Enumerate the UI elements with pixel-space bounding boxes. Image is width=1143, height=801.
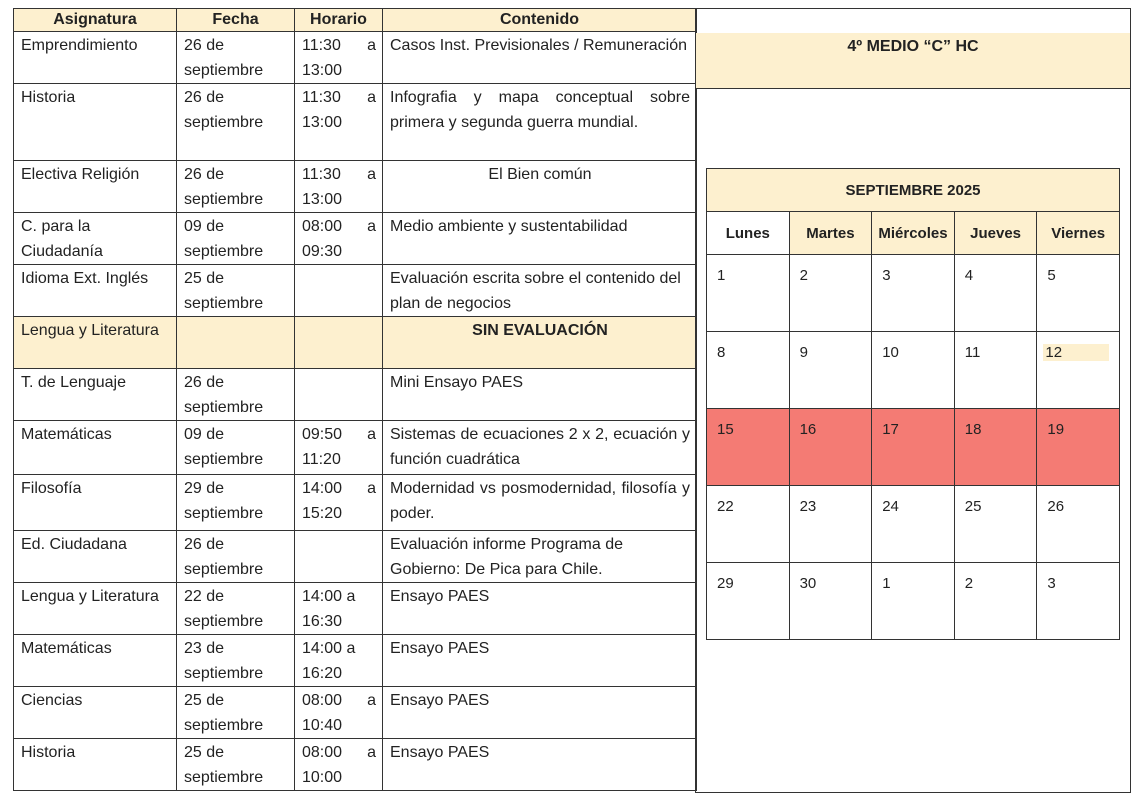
day-name: Viernes xyxy=(1037,212,1120,255)
cell-subject: Matemáticas xyxy=(14,421,177,475)
calendar-week-holiday xyxy=(707,409,1120,486)
day-name: Miércoles xyxy=(872,212,955,255)
calendar-day: 17 xyxy=(872,409,955,486)
cell-subject: Lengua y Literatura xyxy=(14,317,177,369)
table-row xyxy=(14,32,697,84)
cell-time: 14:00 a 16:30 xyxy=(295,583,383,635)
cell-date: 29 de septiembre xyxy=(177,475,295,531)
calendar-day: 2 xyxy=(789,255,872,332)
cell-content: Infografia y mapa conceptual sobre primera y segunda guerra mundial. xyxy=(383,84,697,161)
calendar-week xyxy=(707,486,1120,563)
cell-content: Casos Inst. Previsionales / Remuneración xyxy=(383,32,697,84)
course-title-band xyxy=(696,61,1130,89)
table-row xyxy=(14,583,697,635)
calendar-day: 4 xyxy=(954,255,1037,332)
calendar-day: 15 xyxy=(707,409,790,486)
cell-date: 26 de septiembre xyxy=(177,32,295,84)
table-row xyxy=(14,161,697,213)
cell-time: 11:30 a 13:00 xyxy=(295,161,383,213)
header-contenido: Contenido xyxy=(383,9,697,32)
header-horario: Horario xyxy=(295,9,383,32)
cell-subject: Historia xyxy=(14,739,177,791)
table-row xyxy=(14,421,697,475)
day-name: Jueves xyxy=(954,212,1037,255)
table-header-row xyxy=(14,9,697,32)
cell-time: 08:00 a 09:30 xyxy=(295,213,383,265)
cell-time: 09:50 a 11:20 xyxy=(295,421,383,475)
cell-subject: Electiva Religión xyxy=(14,161,177,213)
cell-content: El Bien común xyxy=(383,161,697,213)
table-row xyxy=(14,475,697,531)
day-name: Martes xyxy=(789,212,872,255)
calendar-day: 5 xyxy=(1037,255,1120,332)
calendar-day: 19 xyxy=(1037,409,1120,486)
table-row xyxy=(14,213,697,265)
calendar-day: 9 xyxy=(789,332,872,409)
cell-content: Medio ambiente y sustentabilidad xyxy=(383,213,697,265)
calendar-day: 10 xyxy=(872,332,955,409)
cell-subject: Ciencias xyxy=(14,687,177,739)
evaluations-table xyxy=(13,8,697,791)
cell-content: Sistemas de ecuaciones 2 x 2, ecuación y función cuadrática xyxy=(383,421,697,475)
day-name: Lunes xyxy=(707,212,790,255)
cell-content: Evaluación escrita sobre el contenido del plan de negocios xyxy=(383,265,697,317)
cell-content: Modernidad vs posmodernidad, filosofía y poder. xyxy=(383,475,697,531)
cell-date: 26 de septiembre xyxy=(177,161,295,213)
cell-time xyxy=(295,317,383,369)
cell-subject: Emprendimiento xyxy=(14,32,177,84)
table-row xyxy=(14,687,697,739)
cell-time xyxy=(295,265,383,317)
calendar-day: 29 xyxy=(707,563,790,640)
cell-subject: T. de Lenguaje xyxy=(14,369,177,421)
cell-subject: C. para la Ciudadanía xyxy=(14,213,177,265)
cell-date: 25 de septiembre xyxy=(177,739,295,791)
calendar-day: 22 xyxy=(707,486,790,563)
calendar-week xyxy=(707,563,1120,640)
calendar-day: 23 xyxy=(789,486,872,563)
cell-subject: Historia xyxy=(14,84,177,161)
cell-subject: Lengua y Literatura xyxy=(14,583,177,635)
cell-date: 09 de septiembre xyxy=(177,421,295,475)
cell-time: 11:30 a 13:00 xyxy=(295,32,383,84)
header-asignatura: Asignatura xyxy=(14,9,177,32)
calendar-day: 1 xyxy=(707,255,790,332)
cell-date xyxy=(177,317,295,369)
cell-subject: Ed. Ciudadana xyxy=(14,531,177,583)
course-title: 4º MEDIO “C” HC xyxy=(696,33,1130,62)
cell-subject: Matemáticas xyxy=(14,635,177,687)
cell-date: 26 de septiembre xyxy=(177,84,295,161)
calendar-month-title: SEPTIEMBRE 2025 xyxy=(707,169,1120,212)
calendar-day: 1 xyxy=(872,563,955,640)
cell-content: Evaluación informe Programa de Gobierno: De Pica para Chile. xyxy=(383,531,697,583)
calendar-day-names xyxy=(707,212,1120,255)
calendar-day: 30 xyxy=(789,563,872,640)
cell-time: 08:00 a 10:40 xyxy=(295,687,383,739)
cell-time: 14:00 a 15:20 xyxy=(295,475,383,531)
cell-date: 25 de septiembre xyxy=(177,687,295,739)
calendar-day: 3 xyxy=(872,255,955,332)
calendar-day: 2 xyxy=(954,563,1037,640)
cell-time: 08:00 a 10:00 xyxy=(295,739,383,791)
table-row xyxy=(14,739,697,791)
cell-date: 25 de septiembre xyxy=(177,265,295,317)
calendar-day: 8 xyxy=(707,332,790,409)
cell-date: 09 de septiembre xyxy=(177,213,295,265)
highlighted-day-number: 12 xyxy=(1043,344,1109,361)
cell-content: Mini Ensayo PAES xyxy=(383,369,697,421)
cell-subject: Idioma Ext. Inglés xyxy=(14,265,177,317)
cell-date: 22 de septiembre xyxy=(177,583,295,635)
table-row xyxy=(14,635,697,687)
calendar-day: 3 xyxy=(1037,563,1120,640)
calendar-week xyxy=(707,332,1120,409)
header-fecha: Fecha xyxy=(177,9,295,32)
cell-time: 11:30 a 13:00 xyxy=(295,84,383,161)
table-row xyxy=(14,369,697,421)
cell-date: 26 de septiembre xyxy=(177,369,295,421)
cell-time xyxy=(295,369,383,421)
cell-time xyxy=(295,531,383,583)
table-row xyxy=(14,317,697,369)
calendar-day: 25 xyxy=(954,486,1037,563)
cell-time: 14:00 a 16:20 xyxy=(295,635,383,687)
cell-subject: Filosofía xyxy=(14,475,177,531)
calendar-day: 24 xyxy=(872,486,955,563)
calendar-day: 26 xyxy=(1037,486,1120,563)
calendar-day: 18 xyxy=(954,409,1037,486)
cell-date: 26 de septiembre xyxy=(177,531,295,583)
cell-content: Ensayo PAES xyxy=(383,635,697,687)
table-row xyxy=(14,265,697,317)
cell-date: 23 de septiembre xyxy=(177,635,295,687)
cell-content: Ensayo PAES xyxy=(383,583,697,635)
calendar-day-highlighted xyxy=(1037,332,1120,409)
cell-content: Ensayo PAES xyxy=(383,739,697,791)
cell-content-no-evaluation: SIN EVALUACIÓN xyxy=(383,317,697,369)
cell-content: Ensayo PAES xyxy=(383,687,697,739)
calendar-day: 11 xyxy=(954,332,1037,409)
calendar-day: 16 xyxy=(789,409,872,486)
table-row xyxy=(14,84,697,161)
table-row xyxy=(14,531,697,583)
calendar xyxy=(706,168,1120,640)
calendar-week xyxy=(707,255,1120,332)
